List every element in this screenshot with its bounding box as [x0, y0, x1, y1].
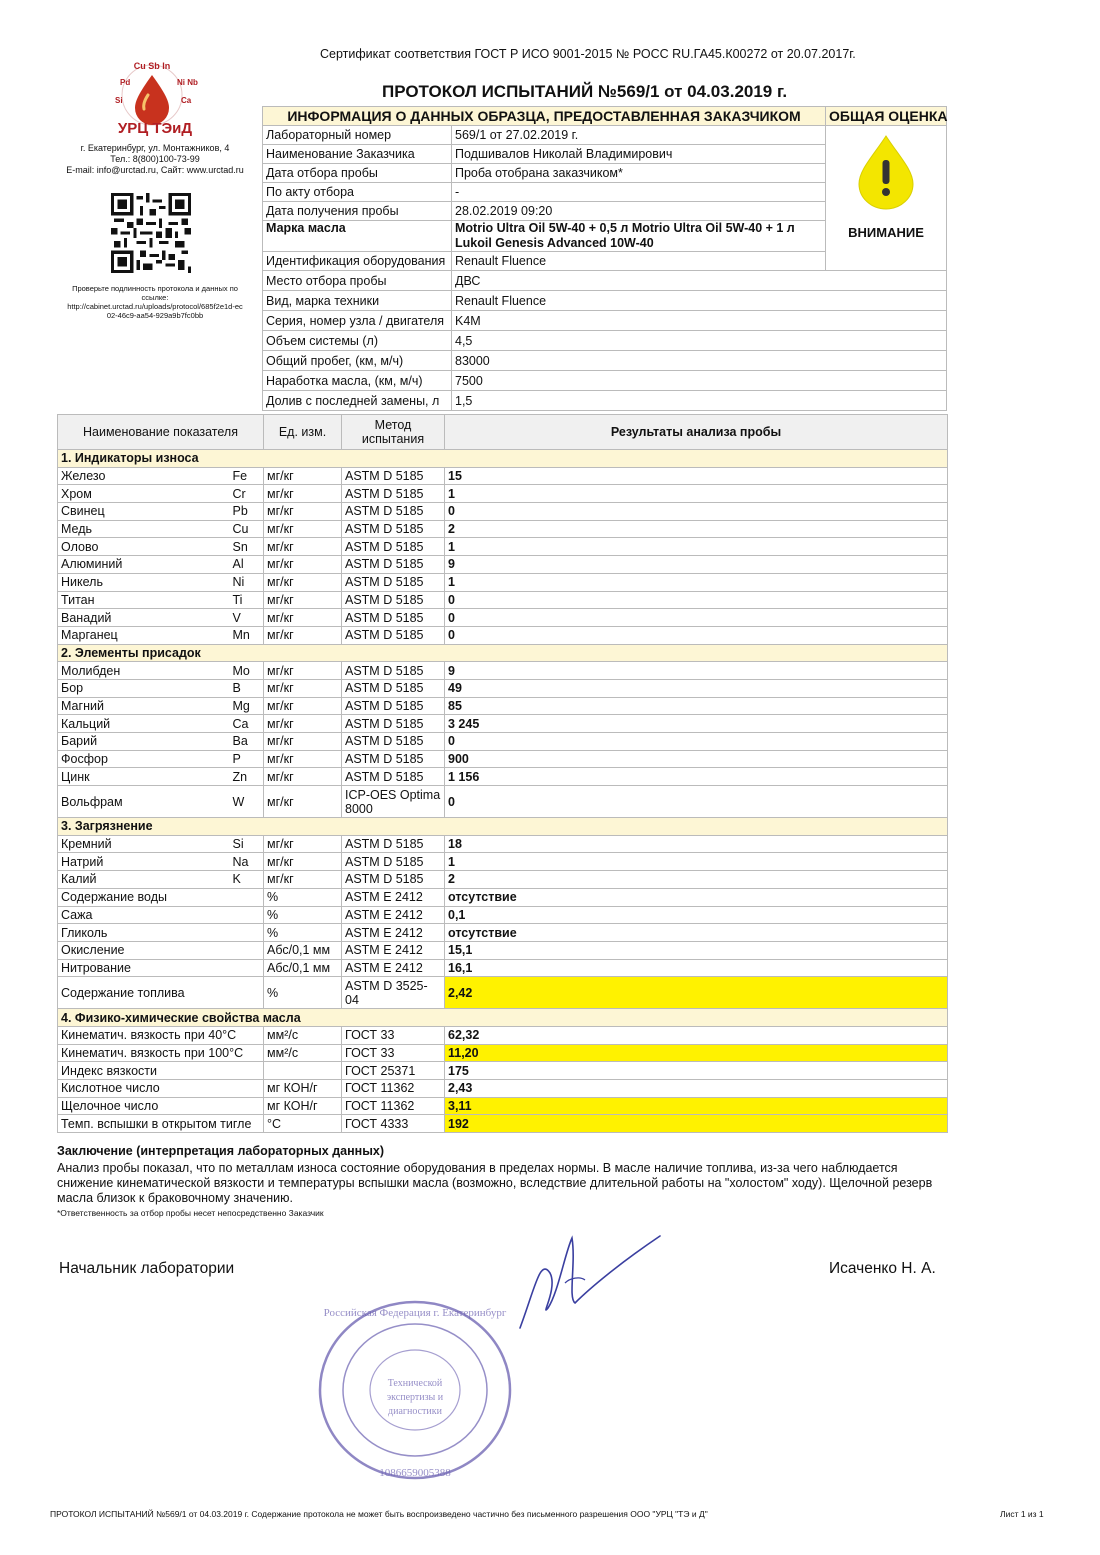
- indicator-name: Кинематич. вязкость при 100°C: [58, 1044, 230, 1062]
- indicator-name: Кальций: [58, 715, 230, 733]
- method-cell: ГОСТ 11362: [342, 1080, 445, 1098]
- results-table: [57, 414, 948, 1133]
- info-row: [263, 331, 947, 351]
- unit-cell: мг/кг: [264, 715, 342, 733]
- result-row: [58, 1062, 948, 1080]
- result-row: [58, 591, 948, 609]
- verify-line: ссылке:: [141, 293, 169, 302]
- element-symbol: [230, 906, 264, 924]
- info-label: Вид, марка техники: [263, 291, 452, 311]
- result-value: 0: [445, 626, 948, 644]
- info-label: Наименование Заказчика: [263, 145, 452, 164]
- method-cell: ASTM E 2412: [342, 941, 445, 959]
- col-header-name: Наименование показателя: [58, 415, 264, 450]
- info-row: [263, 291, 947, 311]
- info-value: K4M: [452, 311, 947, 331]
- svg-text:Технической: Технической: [387, 1378, 443, 1389]
- info-label: Серия, номер узла / двигателя: [263, 311, 452, 331]
- result-row: [58, 1080, 948, 1098]
- method-cell: ASTM D 3525-04: [342, 977, 445, 1009]
- unit-cell: %: [264, 924, 342, 942]
- element-symbol: Mn: [230, 626, 264, 644]
- method-cell: ASTM D 5185: [342, 835, 445, 853]
- unit-cell: мг/кг: [264, 467, 342, 485]
- result-row: [58, 733, 948, 751]
- result-value: 1: [445, 485, 948, 503]
- qr-code[interactable]: [111, 193, 191, 273]
- indicator-name: Содержание топлива: [58, 977, 230, 1009]
- warning-drop-icon: [851, 132, 921, 210]
- info-value: ДВС: [452, 271, 947, 291]
- result-value: 1: [445, 538, 948, 556]
- result-value: 1: [445, 573, 948, 591]
- info-row: [263, 126, 947, 145]
- result-value: 2: [445, 520, 948, 538]
- element-symbol: Mg: [230, 697, 264, 715]
- lab-name: УРЦ ТЭиД: [117, 120, 193, 137]
- method-cell: ICP-OES Optima 8000: [342, 786, 445, 818]
- result-row: [58, 768, 948, 786]
- element-symbol: [230, 1080, 264, 1098]
- unit-cell: мг/кг: [264, 520, 342, 538]
- method-cell: ASTM D 5185: [342, 520, 445, 538]
- indicator-name: Индекс вязкости: [58, 1062, 230, 1080]
- info-value: 1,5: [452, 391, 947, 411]
- indicator-name: Хром: [58, 485, 230, 503]
- result-row: [58, 1026, 948, 1044]
- section-title: 3. Загрязнение: [58, 818, 948, 836]
- unit-cell: Абс/0,1 мм: [264, 959, 342, 977]
- info-value: 569/1 от 27.02.2019 г.: [452, 126, 826, 145]
- element-symbol: Pb: [230, 503, 264, 521]
- phone-line: Тел.: 8(800)100-73-99: [110, 154, 200, 164]
- svg-text:Si: Si: [115, 96, 123, 105]
- grade-heading: ОБЩАЯ ОЦЕНКА: [826, 107, 947, 126]
- info-row: [263, 391, 947, 411]
- info-label: Марка масла: [263, 221, 452, 252]
- section-row: [58, 450, 948, 468]
- result-row: [58, 697, 948, 715]
- element-symbol: Si: [230, 835, 264, 853]
- unit-cell: мг/кг: [264, 609, 342, 627]
- unit-cell: %: [264, 906, 342, 924]
- section-title: 2. Элементы присадок: [58, 644, 948, 662]
- col-header-unit: Ед. изм.: [264, 415, 342, 450]
- result-row: [58, 467, 948, 485]
- element-symbol: B: [230, 679, 264, 697]
- element-symbol: [230, 888, 264, 906]
- sample-info-table: [262, 106, 947, 411]
- unit-cell: мг/кг: [264, 626, 342, 644]
- grade-value: ВНИМАНИЕ: [848, 225, 924, 240]
- result-value: 18: [445, 835, 948, 853]
- svg-text:экспертизы и: экспертизы и: [386, 1392, 444, 1403]
- svg-text:Pd: Pd: [120, 78, 131, 87]
- info-label: Наработка масла, (км, м/ч): [263, 371, 452, 391]
- result-value: 49: [445, 679, 948, 697]
- result-row: [58, 941, 948, 959]
- result-value: 0: [445, 503, 948, 521]
- info-value: 28.02.2019 09:20: [452, 202, 826, 221]
- indicator-name: Железо: [58, 467, 230, 485]
- info-label: Лабораторный номер: [263, 126, 452, 145]
- result-value: 0,1: [445, 906, 948, 924]
- unit-cell: мг/кг: [264, 697, 342, 715]
- unit-cell: мг/кг: [264, 679, 342, 697]
- indicator-name: Темп. вспышки в открытом тигле: [58, 1115, 230, 1133]
- result-value: 11,20: [445, 1044, 948, 1062]
- info-label: Дата получения пробы: [263, 202, 452, 221]
- section-title: 1. Индикаторы износа: [58, 450, 948, 468]
- section-title: 4. Физико-химические свойства масла: [58, 1009, 948, 1027]
- info-value: Подшивалов Николай Владимирович: [452, 145, 826, 164]
- indicator-name: Натрий: [58, 853, 230, 871]
- result-row: [58, 853, 948, 871]
- info-label: Дата отбора пробы: [263, 164, 452, 183]
- signature: [510, 1228, 665, 1343]
- responsibility-note: *Ответственность за отбор пробы несет непосредственно Заказчик: [57, 1208, 324, 1218]
- result-value: 0: [445, 591, 948, 609]
- conclusion-text: Анализ пробы показал, что по металлам износа состояние оборудования в пределах нормы. В масле наличие топлива, из-за чего наблюдается снижение кинематической вязкости и температуры вспышки масла (возможно, вследствие длительной работы на "холостом" ходу). Щелочной резерв масла близок к браковочному значению.: [57, 1161, 933, 1205]
- method-cell: ГОСТ 33: [342, 1026, 445, 1044]
- signer-role: Начальник лаборатории: [59, 1260, 235, 1277]
- unit-cell: мг/кг: [264, 573, 342, 591]
- result-value: 3 245: [445, 715, 948, 733]
- verify-link[interactable]: 02-46c9-aa54-929a9b7fc0bb: [106, 311, 204, 320]
- element-symbol: V: [230, 609, 264, 627]
- result-value: 2: [445, 871, 948, 889]
- indicator-name: Кинематич. вязкость при 40°C: [58, 1026, 230, 1044]
- method-cell: ГОСТ 25371: [342, 1062, 445, 1080]
- method-cell: ASTM E 2412: [342, 906, 445, 924]
- element-symbol: Cr: [230, 485, 264, 503]
- unit-cell: мг/кг: [264, 871, 342, 889]
- indicator-name: Вольфрам: [58, 786, 230, 818]
- result-row: [58, 835, 948, 853]
- unit-cell: мг КОН/г: [264, 1097, 342, 1115]
- result-value: 3,11: [445, 1097, 948, 1115]
- element-symbol: Zn: [230, 768, 264, 786]
- indicator-name: Кремний: [58, 835, 230, 853]
- method-cell: ASTM D 5185: [342, 556, 445, 574]
- result-row: [58, 977, 948, 1009]
- svg-text:диагностики: диагностики: [388, 1406, 442, 1417]
- indicator-name: Магний: [58, 697, 230, 715]
- info-row: [263, 351, 947, 371]
- section-row: [58, 1009, 948, 1027]
- svg-text:Cu Sb In: Cu Sb In: [133, 61, 171, 71]
- element-symbol: W: [230, 786, 264, 818]
- result-value: 9: [445, 556, 948, 574]
- method-cell: ASTM D 5185: [342, 538, 445, 556]
- footer-text: ПРОТОКОЛ ИСПЫТАНИЙ №569/1 от 04.03.2019 г. Содержание протокола не может быть воспроизведено частично без письменного разрешения ООО "УРЦ "ТЭ и Д": [50, 1509, 708, 1519]
- result-row: [58, 924, 948, 942]
- result-value: 0: [445, 733, 948, 751]
- method-cell: ASTM D 5185: [342, 662, 445, 680]
- result-value: 900: [445, 750, 948, 768]
- indicator-name: Марганец: [58, 626, 230, 644]
- result-row: [58, 520, 948, 538]
- indicator-name: Нитрование: [58, 959, 230, 977]
- section-row: [58, 818, 948, 836]
- info-label: Общий пробег, (км, м/ч): [263, 351, 452, 371]
- info-row: [263, 271, 947, 291]
- method-cell: ASTM D 5185: [342, 697, 445, 715]
- unit-cell: мм²/с: [264, 1044, 342, 1062]
- element-symbol: Mo: [230, 662, 264, 680]
- method-cell: ASTM D 5185: [342, 573, 445, 591]
- result-value: 62,32: [445, 1026, 948, 1044]
- element-symbol: K: [230, 871, 264, 889]
- unit-cell: мг/кг: [264, 556, 342, 574]
- info-row: [263, 311, 947, 331]
- element-symbol: Fe: [230, 467, 264, 485]
- info-value: Motrio Ultra Oil 5W-40 + 0,5 л Motrio Ultra Oil 5W-40 + 1 л Lukoil Genesis Advanced 10W-40: [452, 221, 826, 252]
- overall-grade: [826, 126, 947, 271]
- info-value: Renault Fluence: [452, 252, 826, 271]
- result-row: [58, 888, 948, 906]
- method-cell: ASTM D 5185: [342, 733, 445, 751]
- result-value: 15,1: [445, 941, 948, 959]
- info-value: Проба отобрана заказчиком*: [452, 164, 826, 183]
- method-cell: ASTM D 5185: [342, 871, 445, 889]
- method-cell: ASTM D 5185: [342, 609, 445, 627]
- svg-text:1086659005388: 1086659005388: [379, 1467, 451, 1479]
- info-value: 83000: [452, 351, 947, 371]
- result-row: [58, 871, 948, 889]
- unit-cell: °C: [264, 1115, 342, 1133]
- unit-cell: мг/кг: [264, 750, 342, 768]
- unit-cell: мг/кг: [264, 786, 342, 818]
- element-symbol: [230, 1062, 264, 1080]
- svg-text:Ni Nb: Ni Nb: [177, 78, 198, 87]
- verify-line: Проверьте подлинность протокола и данных по: [72, 284, 238, 293]
- unit-cell: мг/кг: [264, 503, 342, 521]
- info-label: По акту отбора: [263, 183, 452, 202]
- svg-text:Российская Федерация г. Екатер: Российская Федерация г. Екатеринбург: [323, 1307, 507, 1319]
- element-symbol: Ba: [230, 733, 264, 751]
- indicator-name: Сажа: [58, 906, 230, 924]
- method-cell: ASTM E 2412: [342, 888, 445, 906]
- indicator-name: Гликоль: [58, 924, 230, 942]
- element-symbol: Cu: [230, 520, 264, 538]
- indicator-name: Бор: [58, 679, 230, 697]
- unit-cell: мг/кг: [264, 485, 342, 503]
- result-row: [58, 906, 948, 924]
- result-row: [58, 1115, 948, 1133]
- result-value: 2,43: [445, 1080, 948, 1098]
- unit-cell: мм²/с: [264, 1026, 342, 1044]
- indicator-name: Алюминий: [58, 556, 230, 574]
- result-row: [58, 679, 948, 697]
- svg-text:Ca: Ca: [181, 96, 192, 105]
- unit-cell: мг КОН/г: [264, 1080, 342, 1098]
- info-label: Долив с последней замены, л: [263, 391, 452, 411]
- element-symbol: Sn: [230, 538, 264, 556]
- indicator-name: Фосфор: [58, 750, 230, 768]
- section-row: [58, 644, 948, 662]
- element-symbol: [230, 959, 264, 977]
- method-cell: ГОСТ 11362: [342, 1097, 445, 1115]
- method-cell: ASTM D 5185: [342, 715, 445, 733]
- method-cell: ASTM D 5185: [342, 626, 445, 644]
- lab-address: [40, 143, 270, 176]
- result-value: 15: [445, 467, 948, 485]
- result-value: отсутствие: [445, 888, 948, 906]
- indicator-name: Кислотное число: [58, 1080, 230, 1098]
- indicator-name: Титан: [58, 591, 230, 609]
- certificate-line: Сертификат соответствия ГОСТ Р ИСО 9001-2015 № РОСС RU.ГА45.К00272 от 20.07.2017г.: [320, 47, 856, 61]
- info-heading: ИНФОРМАЦИЯ О ДАННЫХ ОБРАЗЦА, ПРЕДОСТАВЛЕННАЯ ЗАКАЗЧИКОМ: [263, 107, 826, 126]
- method-cell: ASTM D 5185: [342, 503, 445, 521]
- unit-cell: мг/кг: [264, 591, 342, 609]
- unit-cell: Абс/0,1 мм: [264, 941, 342, 959]
- info-value: 4,5: [452, 331, 947, 351]
- result-value: 16,1: [445, 959, 948, 977]
- method-cell: ASTM E 2412: [342, 924, 445, 942]
- element-symbol: Ca: [230, 715, 264, 733]
- result-value: 1 156: [445, 768, 948, 786]
- unit-cell: мг/кг: [264, 538, 342, 556]
- protocol-title: ПРОТОКОЛ ИСПЫТАНИЙ №569/1 от 04.03.2019 г.: [382, 82, 788, 101]
- info-value: Renault Fluence: [452, 291, 947, 311]
- unit-cell: %: [264, 977, 342, 1009]
- result-row: [58, 573, 948, 591]
- result-value: 175: [445, 1062, 948, 1080]
- result-row: [58, 1097, 948, 1115]
- result-value: 85: [445, 697, 948, 715]
- result-value: 1: [445, 853, 948, 871]
- info-value: 7500: [452, 371, 947, 391]
- result-row: [58, 503, 948, 521]
- result-row: [58, 715, 948, 733]
- method-cell: ASTM D 5185: [342, 591, 445, 609]
- conclusion-title: Заключение (интерпретация лабораторных данных): [57, 1144, 384, 1158]
- element-symbol: Ti: [230, 591, 264, 609]
- indicator-name: Содержание воды: [58, 888, 230, 906]
- element-symbol: [230, 924, 264, 942]
- indicator-name: Калий: [58, 871, 230, 889]
- unit-cell: мг/кг: [264, 768, 342, 786]
- result-value: отсутствие: [445, 924, 948, 942]
- indicator-name: Медь: [58, 520, 230, 538]
- method-cell: ГОСТ 33: [342, 1044, 445, 1062]
- element-symbol: Na: [230, 853, 264, 871]
- verify-link[interactable]: http://cabinet.urctad.ru/uploads/protocol/685f2e1d-ec: [67, 302, 243, 311]
- method-cell: ASTM D 5185: [342, 467, 445, 485]
- unit-cell: мг/кг: [264, 835, 342, 853]
- indicator-name: Окисление: [58, 941, 230, 959]
- result-row: [58, 1044, 948, 1062]
- indicator-name: Свинец: [58, 503, 230, 521]
- method-cell: ГОСТ 4333: [342, 1115, 445, 1133]
- indicator-name: Цинк: [58, 768, 230, 786]
- element-symbol: [230, 1097, 264, 1115]
- unit-cell: мг/кг: [264, 662, 342, 680]
- element-symbol: [230, 941, 264, 959]
- result-value: 0: [445, 609, 948, 627]
- result-row: [58, 626, 948, 644]
- result-row: [58, 959, 948, 977]
- result-value: 2,42: [445, 977, 948, 1009]
- address-line: г. Екатеринбург, ул. Монтажников, 4: [80, 143, 230, 153]
- indicator-name: Олово: [58, 538, 230, 556]
- indicator-name: Никель: [58, 573, 230, 591]
- indicator-name: Ванадий: [58, 609, 230, 627]
- unit-cell: %: [264, 888, 342, 906]
- result-row: [58, 750, 948, 768]
- element-symbol: [230, 977, 264, 1009]
- indicator-name: Барий: [58, 733, 230, 751]
- round-stamp: [315, 1296, 515, 1484]
- col-header-method: Метод испытания: [342, 415, 445, 450]
- info-label: Место отбора пробы: [263, 271, 452, 291]
- info-label: Идентификация оборудования: [263, 252, 452, 271]
- result-row: [58, 662, 948, 680]
- contact-line: E-mail: info@urctad.ru, Сайт: www.urctad.ru: [66, 165, 244, 175]
- result-row: [58, 556, 948, 574]
- result-row: [58, 609, 948, 627]
- info-row: [263, 371, 947, 391]
- unit-cell: мг/кг: [264, 853, 342, 871]
- unit-cell: [264, 1062, 342, 1080]
- result-row: [58, 485, 948, 503]
- result-row: [58, 786, 948, 818]
- method-cell: ASTM D 5185: [342, 750, 445, 768]
- result-value: 192: [445, 1115, 948, 1133]
- method-cell: ASTM D 5185: [342, 853, 445, 871]
- result-value: 0: [445, 786, 948, 818]
- info-label: Объем системы (л): [263, 331, 452, 351]
- page-number: Лист 1 из 1: [1000, 1509, 1044, 1519]
- method-cell: ASTM D 5185: [342, 485, 445, 503]
- indicator-name: Молибден: [58, 662, 230, 680]
- element-symbol: Ni: [230, 573, 264, 591]
- unit-cell: мг/кг: [264, 733, 342, 751]
- result-row: [58, 538, 948, 556]
- indicator-name: Щелочное число: [58, 1097, 230, 1115]
- method-cell: ASTM D 5185: [342, 768, 445, 786]
- element-symbol: Al: [230, 556, 264, 574]
- verify-note: [50, 284, 260, 320]
- method-cell: ASTM E 2412: [342, 959, 445, 977]
- col-header-result: Результаты анализа пробы: [445, 415, 948, 450]
- element-symbol: P: [230, 750, 264, 768]
- method-cell: ASTM D 5185: [342, 679, 445, 697]
- signer-name: Исаченко Н. А.: [829, 1260, 936, 1277]
- info-value: -: [452, 183, 826, 202]
- result-value: 9: [445, 662, 948, 680]
